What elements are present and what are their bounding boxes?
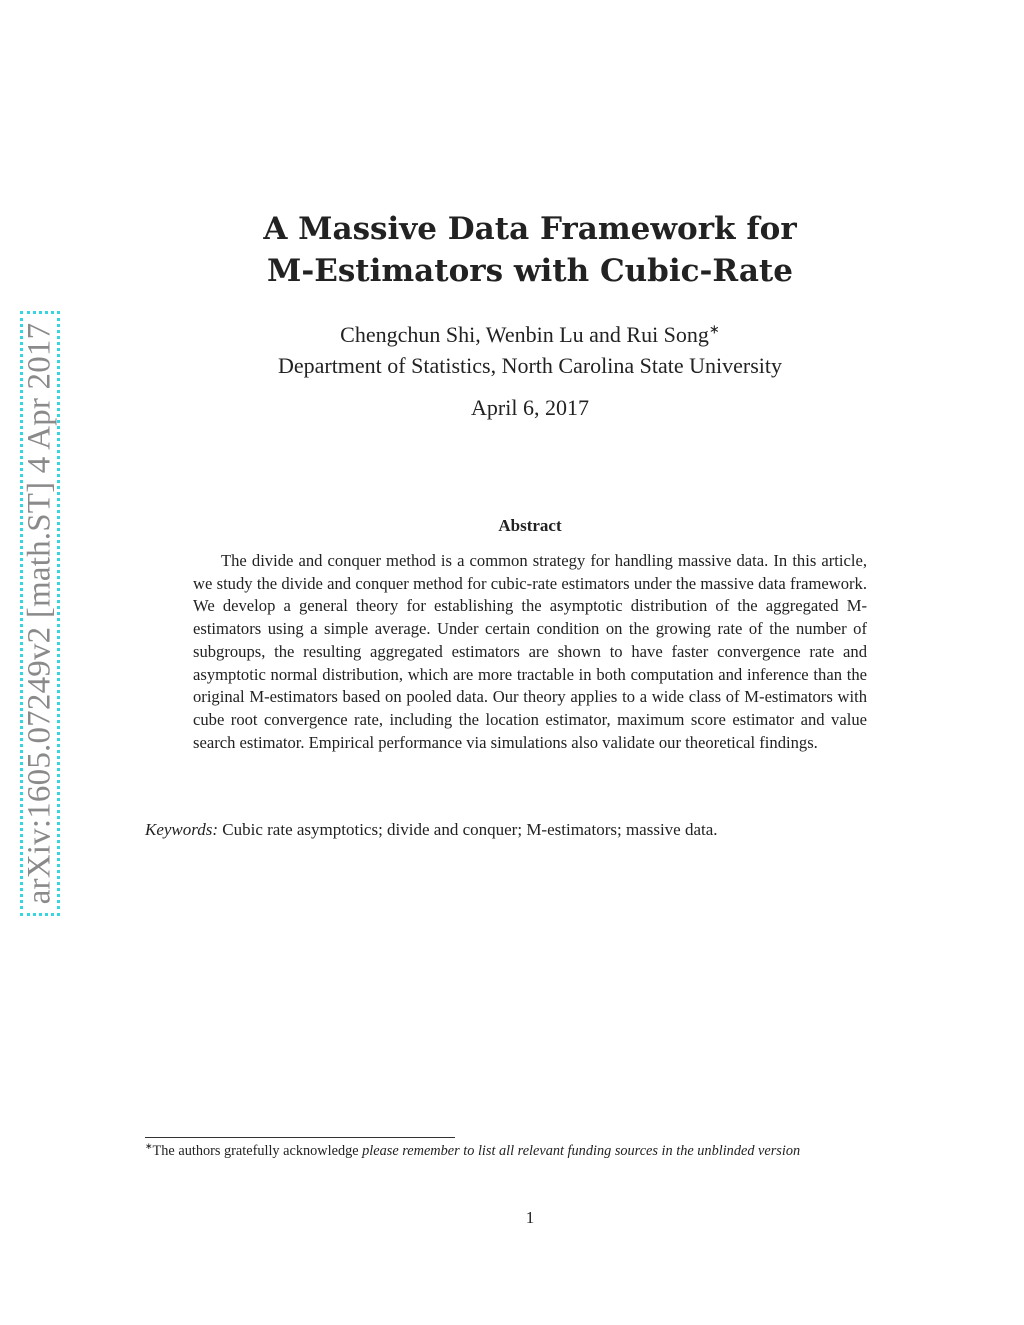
author-names-line	[145, 319, 915, 350]
footnote-text: The authors gratefully acknowledge	[152, 1143, 363, 1159]
author-names: Chengchun Shi, Wenbin Lu and Rui Song	[340, 322, 709, 347]
arxiv-identifier: arXiv:1605.07249v2 [math.ST] 4 Apr 2017	[21, 322, 58, 905]
paper-date: April 6, 2017	[471, 395, 589, 420]
keywords-line	[145, 820, 905, 840]
title-line-1: A Massive Data Framework for	[263, 211, 797, 247]
keywords-label: Keywords:	[145, 820, 219, 839]
title-line-2: M-Estimators with Cubic-Rate	[267, 253, 793, 289]
footnote-mark: ∗	[145, 1141, 153, 1152]
author-block	[145, 319, 915, 381]
paper-title	[145, 208, 915, 292]
footnote-italic-text: please remember to list all relevant funding sources in the unblinded version	[362, 1143, 801, 1159]
footnote	[145, 1141, 925, 1161]
author-footnote-mark: ∗	[708, 321, 720, 337]
author-affiliation: Department of Statistics, North Carolina State University	[277, 353, 783, 378]
abstract-body: The divide and conquer method is a common strategy for handling massive data. In this article, we study the divide and conquer method for cubic-rate estimators under the massive data framework. We develop a general theory for establishing the asymptotic distribution of the aggregated M-estimators using a simple average. Under certain condition on the growing rate of the number of subgroups, the resulting aggregated estimators are shown to have faster convergence rate and asymptotic normal distribution, which are more tractable in both computation and inference than the original M-estimators based on pooled data. Our theory applies to a wide class of M-estimators with cube root convergence rate, including the location estimator, maximum score estimator and value search estimator. Empirical performance via simulations also validate our theoretical findings.	[193, 551, 867, 752]
page-number: 1	[525, 1208, 535, 1227]
footnote-divider	[145, 1137, 455, 1138]
keywords-text: Cubic rate asymptotics; divide and conquer; M-estimators; massive data.	[222, 820, 718, 839]
abstract-heading: Abstract	[498, 516, 562, 535]
arxiv-stamp	[20, 311, 60, 916]
